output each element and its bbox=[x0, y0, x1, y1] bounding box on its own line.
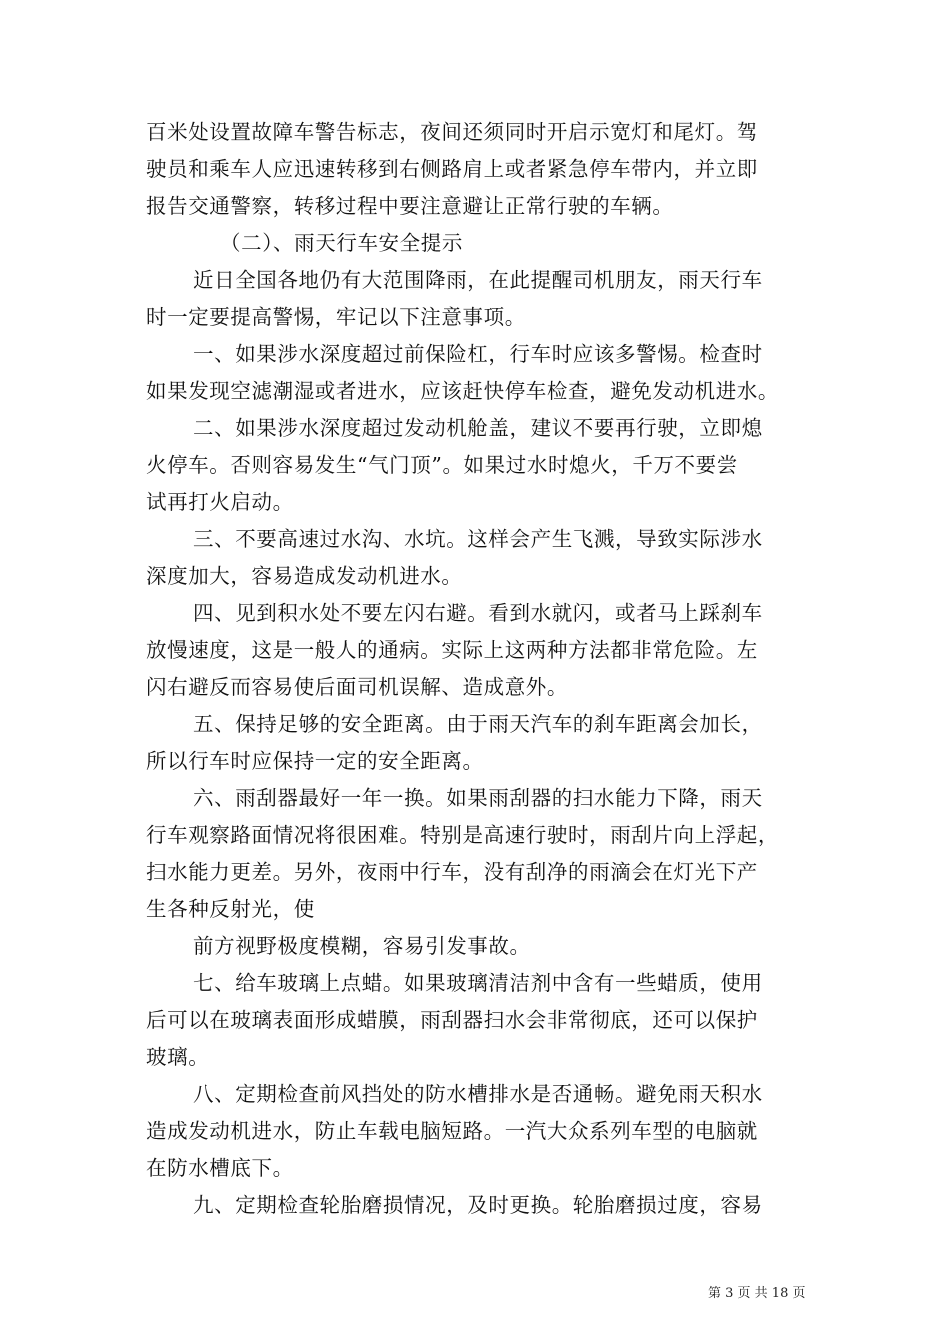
text-line: 所以行车时应保持一定的安全距离。 bbox=[146, 749, 484, 773]
text-line: 造成发动机进水，防止车载电脑短路。一汽大众系列车型的电脑就 bbox=[146, 1119, 758, 1143]
text-line: 在防水槽底下。 bbox=[146, 1156, 294, 1180]
text-line: 行车观察路面情况将很困难。特别是高速行驶时，雨刮片向上浮起， bbox=[146, 823, 779, 847]
text-line: 生各种反射光，使 bbox=[146, 897, 315, 921]
text-line: 二、如果涉水深度超过发动机舱盖，建议不要再行驶，立即熄 bbox=[193, 416, 763, 440]
text-line: 放慢速度，这是一般人的通病。实际上这两种方法都非常危险。左 bbox=[146, 638, 758, 662]
text-line: 近日全国各地仍有大范围降雨，在此提醒司机朋友，雨天行车 bbox=[193, 268, 763, 292]
text-line: 火停车。否则容易发生“气门顶”。如果过水时熄火，千万不要尝 bbox=[146, 453, 738, 477]
text-line: 一、如果涉水深度超过前保险杠，行车时应该多警惕。检查时 bbox=[193, 342, 763, 366]
text-line: 时一定要提高警惕，牢记以下注意事项。 bbox=[146, 305, 526, 329]
text-line: 闪右避反而容易使后面司机误解、造成意外。 bbox=[146, 675, 568, 699]
page-number-footer: 第 3 页 共 18 页 bbox=[708, 1286, 806, 1301]
text-line: 报告交通警察，转移过程中要注意避让正常行驶的车辆。 bbox=[146, 194, 674, 218]
text-line: 试再打火启动。 bbox=[146, 490, 294, 514]
section-heading: （二）、雨天行车安全提示 bbox=[220, 231, 463, 255]
text-line: 百米处设置故障车警告标志，夜间还须同时开启示宽灯和尾灯。驾 bbox=[146, 120, 758, 144]
text-line: 玻璃。 bbox=[146, 1045, 210, 1069]
text-line: 三、不要高速过水沟、水坑。这样会产生飞溅，导致实际涉水 bbox=[193, 527, 763, 551]
text-line: 六、雨刮器最好一年一换。如果雨刮器的扫水能力下降，雨天 bbox=[193, 786, 763, 810]
text-line: 驶员和乘车人应迅速转移到右侧路肩上或者紧急停车带内，并立即 bbox=[146, 157, 758, 181]
text-line: 扫水能力更差。另外，夜雨中行车，没有刮净的雨滴会在灯光下产 bbox=[146, 860, 758, 884]
text-line: 七、给车玻璃上点蜡。如果玻璃清洁剂中含有一些蜡质，使用 bbox=[193, 971, 763, 995]
text-line: 深度加大，容易造成发动机进水。 bbox=[146, 564, 463, 588]
text-line: 八、定期检查前风挡处的防水槽排水是否通畅。避免雨天积水 bbox=[193, 1082, 763, 1106]
document-body bbox=[146, 114, 816, 1224]
text-line: 如果发现空滤潮湿或者进水，应该赶快停车检查，避免发动机进水。 bbox=[146, 379, 779, 403]
text-line: 五、保持足够的安全距离。由于雨天汽车的刹车距离会加长， bbox=[193, 712, 763, 736]
text-line: 前方视野极度模糊，容易引发事故。 bbox=[193, 934, 531, 958]
text-line: 九、定期检查轮胎磨损情况，及时更换。轮胎磨损过度，容易 bbox=[193, 1193, 763, 1217]
text-line: 四、见到积水处不要左闪右避。看到水就闪，或者马上踩刹车 bbox=[193, 601, 763, 625]
text-line: 后可以在玻璃表面形成蜡膜，雨刮器扫水会非常彻底，还可以保护 bbox=[146, 1008, 758, 1032]
